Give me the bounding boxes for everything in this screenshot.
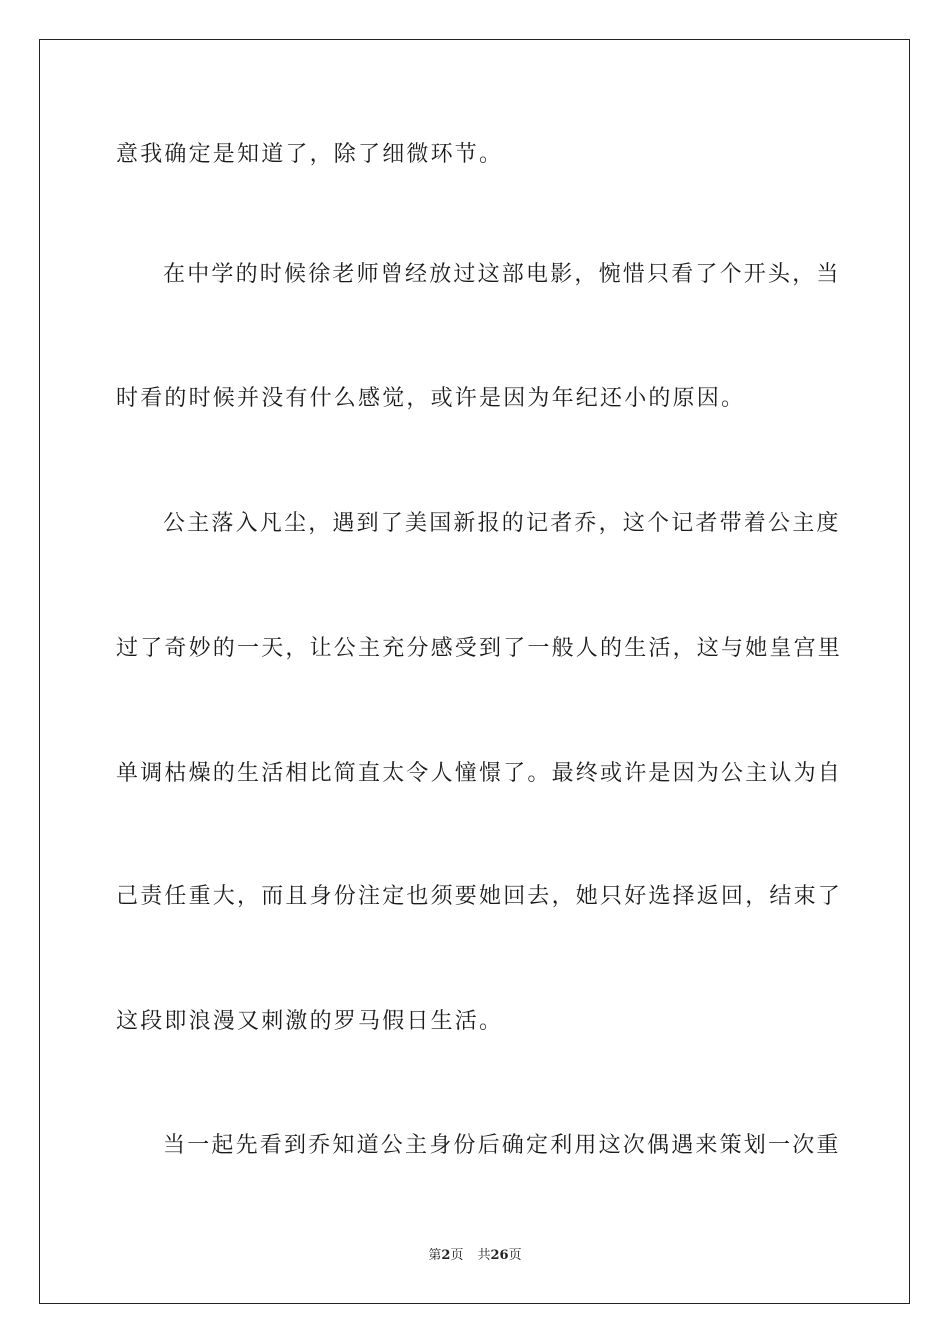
page-number: 2 bbox=[441, 1248, 451, 1263]
text-line: 时看的时候并没有什么感觉，或许是因为年纪还小的原因。 bbox=[116, 386, 746, 411]
page-footer bbox=[0, 1247, 950, 1265]
page-label-prefix: 第 bbox=[428, 1248, 442, 1263]
text-line: 单调枯燥的生活相比简直太令人憧憬了。最终或许是因为公主认为自 bbox=[116, 761, 843, 786]
paragraph-start-line: 在中学的时候徐老师曾经放过这部电影，惋惜只看了个开头，当 bbox=[163, 262, 841, 287]
total-label-suffix: 页 bbox=[508, 1248, 522, 1263]
paragraph-start-line: 当一起先看到乔知道公主身份后确定利用这次偶遇来策划一次重 bbox=[163, 1133, 841, 1158]
total-label-prefix: 共 bbox=[477, 1248, 491, 1263]
text-line: 己责任重大，而且身份注定也须要她回去，她只好选择返回，结束了 bbox=[116, 884, 843, 909]
text-line: 这段即浪漫又刺激的罗马假日生活。 bbox=[116, 1009, 504, 1034]
page-label-suffix: 页 bbox=[450, 1248, 464, 1263]
text-line: 意我确定是知道了，除了细微环节。 bbox=[116, 142, 504, 167]
page-border bbox=[39, 39, 910, 1304]
total-pages: 26 bbox=[490, 1248, 509, 1263]
text-line: 过了奇妙的一天，让公主充分感受到了一般人的生活，这与她皇宫里 bbox=[116, 636, 843, 661]
paragraph-start-line: 公主落入凡尘，遇到了美国新报的记者乔，这个记者带着公主度 bbox=[163, 511, 841, 536]
